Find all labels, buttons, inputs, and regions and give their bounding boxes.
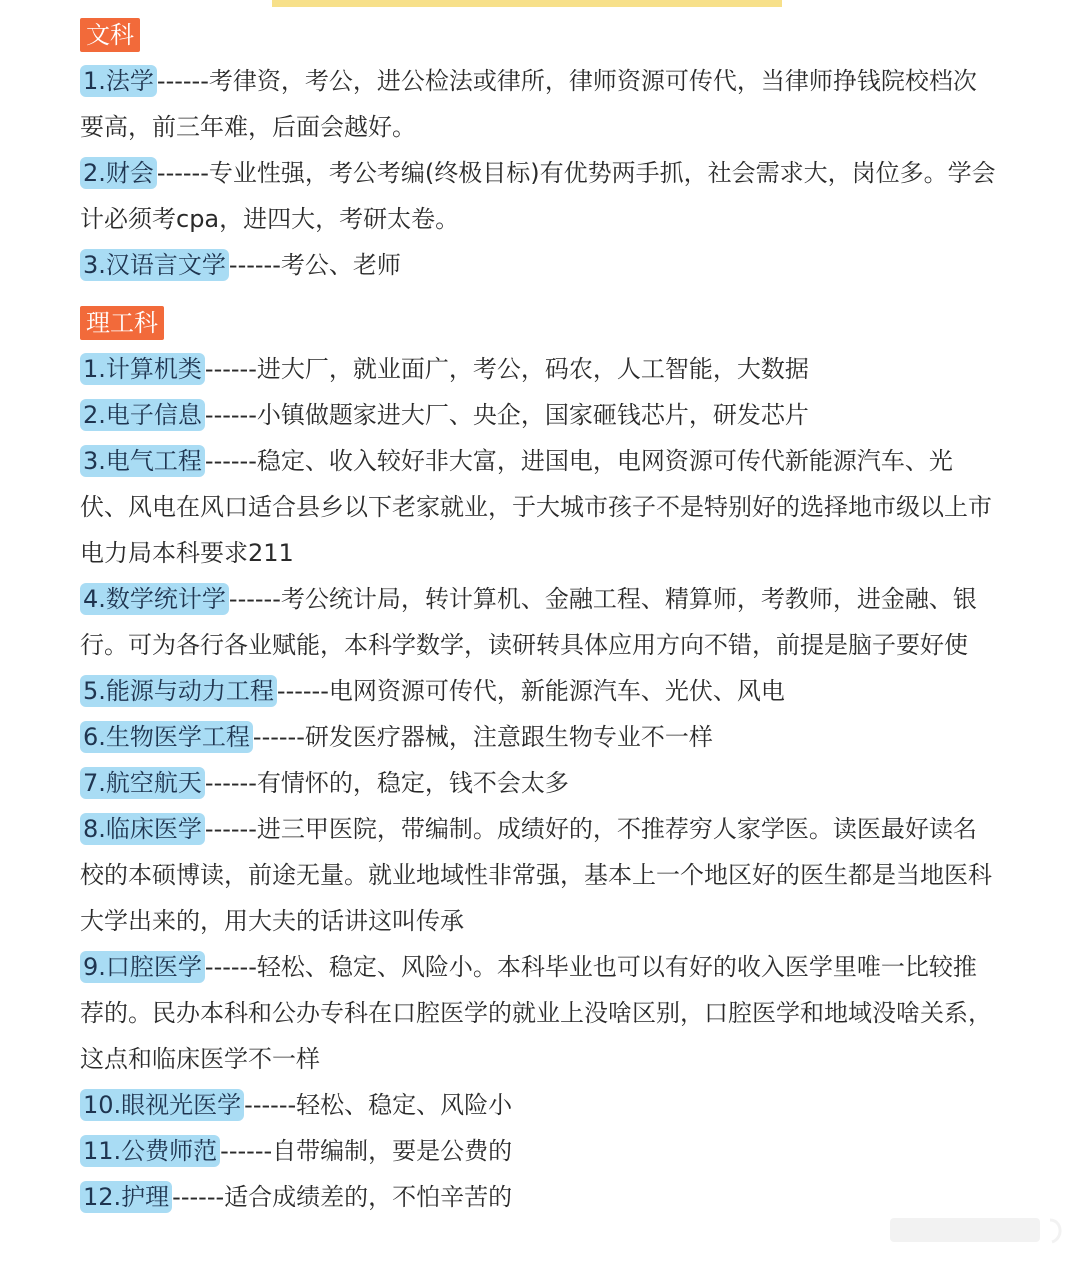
major-description: ------自带编制，要是公费的 (220, 1137, 513, 1165)
major-description: ------考公、老师 (228, 251, 401, 279)
major-description: ------研发医疗器械，注意跟生物专业不一样 (252, 723, 713, 751)
list-item (80, 242, 1000, 288)
major-description: ------稳定、收入较好非大富，进国电，电网资源可传代新能源汽车、光伏、风电在风口适合县乡以下老家就业，于大城市孩子不是特别好的选择地市级以上市电力局本科要求211 (80, 447, 992, 567)
major-name: 11.公费师范 (80, 1135, 220, 1167)
major-name: 6.生物医学工程 (80, 721, 253, 753)
major-description: ------适合成绩差的，不怕辛苦的 (172, 1183, 513, 1211)
major-description: ------专业性强，考公考编(终极目标)有优势两手抓，社会需求大，岗位多。学会计必须考cpa，进四大，考研太卷。 (80, 159, 996, 233)
section-title: 理工科 (80, 306, 164, 340)
top-decoration-strip (272, 0, 782, 7)
section-title: 文科 (80, 18, 140, 52)
document (80, 14, 1000, 1220)
major-name: 5.能源与动力工程 (80, 675, 277, 707)
list-item (80, 1174, 1000, 1220)
major-name: 2.电子信息 (80, 399, 205, 431)
list-item (80, 806, 1000, 944)
major-description: ------电网资源可传代，新能源汽车、光伏、风电 (276, 677, 785, 705)
major-name: 8.临床医学 (80, 813, 205, 845)
major-description: ------考律资，考公，进公检法或律所，律师资源可传代，当律师挣钱院校档次要高，前三年难，后面会越好。 (80, 67, 977, 141)
major-description: ------进大厂，就业面广，考公，码农，人工智能，大数据 (204, 355, 809, 383)
list-item (80, 1128, 1000, 1174)
major-description: ------轻松、稳定、风险小。本科毕业也可以有好的收入医学里唯一比较推荐的。民办本科和公办专科在口腔医学的就业上没啥区别，口腔医学和地域没啥关系，这点和临床医学不一样 (80, 953, 992, 1073)
list-item (80, 58, 1000, 150)
major-name: 3.电气工程 (80, 445, 205, 477)
list-item (80, 438, 1000, 576)
watermark-logo (890, 1212, 1070, 1248)
list-item (80, 714, 1000, 760)
major-description: ------有情怀的，稳定，钱不会太多 (204, 769, 569, 797)
major-name: 9.口腔医学 (80, 951, 205, 983)
major-name: 4.数学统计学 (80, 583, 229, 615)
list-item (80, 576, 1000, 668)
major-name: 7.航空航天 (80, 767, 205, 799)
major-description: ------轻松、稳定、风险小 (244, 1091, 513, 1119)
list-item (80, 944, 1000, 1082)
major-description: ------考公统计局，转计算机、金融工程、精算师，考教师，进金融、银行。可为各行各业赋能，本科学数学，读研转具体应用方向不错，前提是脑子要好使 (80, 585, 977, 659)
list-item (80, 346, 1000, 392)
section-liberal-arts (80, 14, 1000, 288)
section-science-engineering (80, 302, 1000, 1220)
major-name: 3.汉语言文学 (80, 249, 229, 281)
major-name: 1.法学 (80, 65, 157, 97)
major-name: 1.计算机类 (80, 353, 205, 385)
list-item (80, 668, 1000, 714)
list-item (80, 392, 1000, 438)
list-item (80, 150, 1000, 242)
major-name: 10.眼视光医学 (80, 1089, 244, 1121)
list-item (80, 760, 1000, 806)
major-description: ------进三甲医院，带编制。成绩好的，不推荐穷人家学医。读医最好读名校的本硕博读，前途无量。就业地域性非常强，基本上一个地区好的医生都是当地医科大学出来的，用大夫的话讲这叫传承 (80, 815, 992, 935)
major-name: 12.护理 (80, 1181, 172, 1213)
major-description: ------小镇做题家进大厂、央企，国家砸钱芯片，研发芯片 (204, 401, 809, 429)
list-item (80, 1082, 1000, 1128)
major-name: 2.财会 (80, 157, 157, 189)
